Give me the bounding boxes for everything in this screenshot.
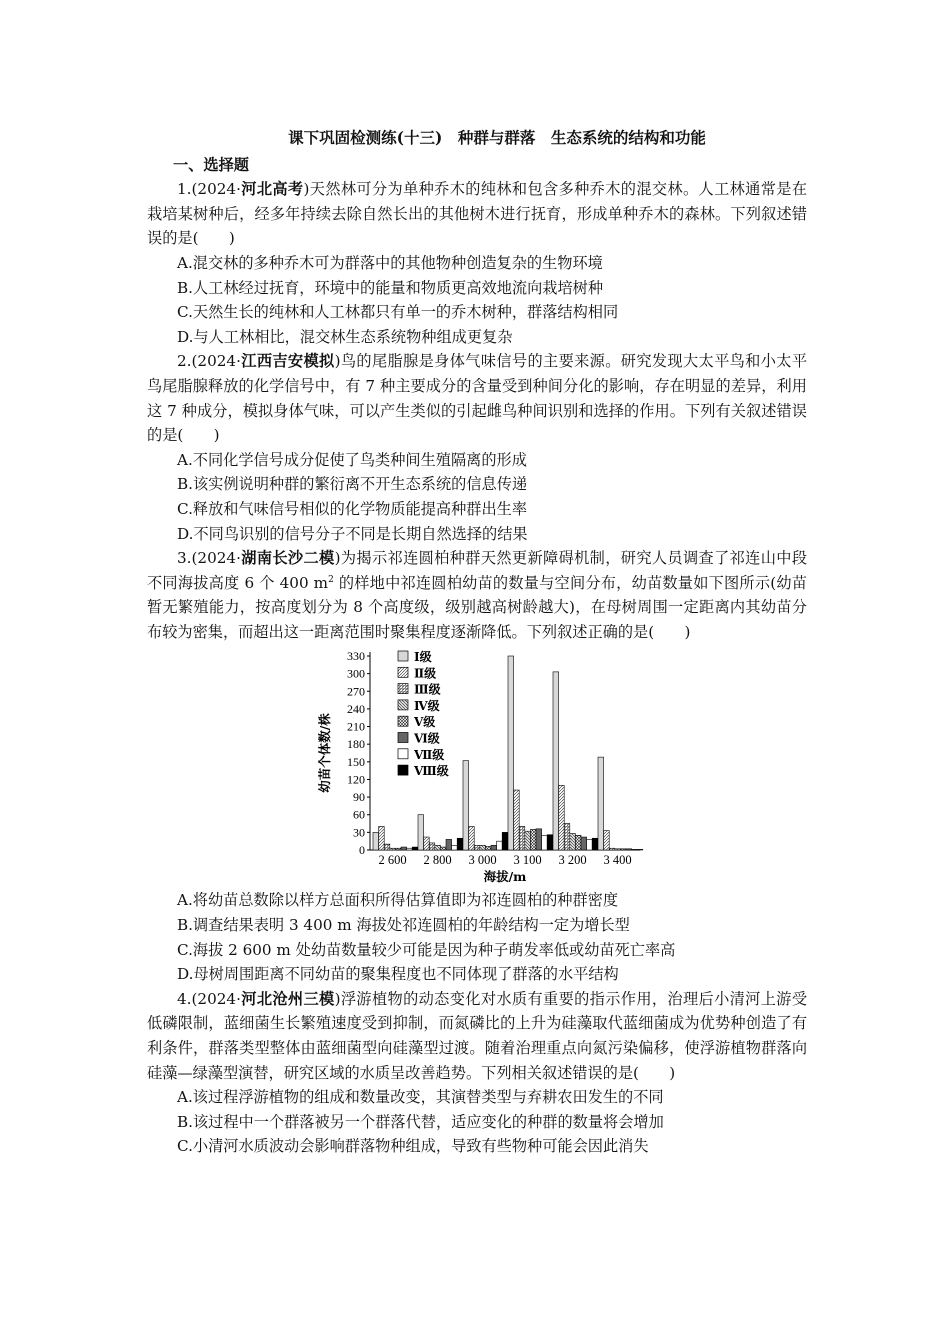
legend-swatch — [398, 749, 408, 759]
option-b: B.人工林经过抚育，环境中的能量和物质更高效地流向栽培树种 — [177, 278, 604, 297]
y-tick-label: 120 — [347, 772, 365, 787]
bar-2-2800 — [424, 838, 430, 851]
bar-4-2600 — [390, 849, 396, 851]
bar-8-3100 — [547, 835, 553, 850]
bar-8-3200 — [592, 839, 598, 851]
legend-label: Ⅴ级 — [414, 715, 436, 730]
bar-8-2600 — [412, 848, 418, 851]
question-1-stem: 1.(2024·河北高考)天然林可分为单种乔木的纯林和包含多种乔木的混交林。人工林通常是在栽培某树种后，经多年持续去除自然长出的其他树木进行抚育，形成单种乔木的森林。下列叙述错误的是( ) — [147, 180, 808, 248]
x-tick-label: 2 600 — [378, 853, 407, 868]
bar-4-3100 — [525, 832, 531, 851]
bar-7-3000 — [497, 842, 503, 851]
question-source: 江西吉安模拟 — [240, 352, 335, 371]
x-tick-label: 3 200 — [558, 853, 587, 868]
y-tick-label: 300 — [347, 667, 365, 682]
question-source: 河北高考 — [240, 180, 304, 199]
bar-1-3000 — [463, 761, 469, 850]
bar-7-3200 — [587, 840, 593, 851]
bar-3-2800 — [429, 843, 435, 850]
bar-5-2800 — [440, 848, 446, 851]
question-3-stem: 3.(2024·湖南长沙二模)为揭示祁连圆柏种群天然更新障碍机制，研究人员调查了祁连山中段不同海拔高度 6 个 400 $m^2$ 的样地中祁连圆柏幼苗的数量与空间分布，幼苗数量如下图所示(幼苗暂无繁殖能力，按高度划分为 8 个高度级，级别越高树龄越大)，在母树周围一定距离内其幼苗分布较为密集，而超出这一距离范围时聚集程度逐渐降低。下列叙述正确的是( ) — [147, 549, 808, 641]
legend-swatch — [398, 700, 408, 710]
bar-1-3200 — [553, 672, 559, 850]
option-b: B.该实例说明种群的繁衍离不开生态系统的信息传递 — [177, 475, 528, 494]
bar-1-3100 — [508, 656, 514, 850]
x-tick-label: 2 800 — [423, 853, 452, 868]
y-tick-label: 270 — [347, 684, 365, 699]
question-source: 湖南长沙二模 — [240, 549, 335, 568]
legend-label: Ⅲ级 — [414, 683, 441, 698]
legend-swatch — [398, 651, 408, 661]
bar-3-3000 — [474, 846, 480, 851]
legend-swatch — [398, 684, 408, 694]
option-b: B.调查结果表明 3 400 m 海拔处祁连圆柏的年龄结构一定为增长型 — [177, 916, 630, 935]
bar-1-3400 — [598, 758, 604, 851]
bar-2-3200 — [559, 786, 565, 851]
option-a: A.将幼苗总数除以样方总面积所得估算值即为祁连圆柏的种群密度 — [177, 891, 619, 910]
bar-5-3000 — [485, 847, 491, 851]
y-axis-label: 幼苗个体数/株 — [317, 713, 332, 794]
option-a: A.不同化学信号成分促使了鸟类种间生殖隔离的形成 — [177, 450, 527, 469]
bar-2-2600 — [379, 827, 385, 851]
bar-4-3200 — [570, 834, 576, 850]
option-d: D.母树周围距离不同幼苗的聚集程度也不同体现了群落的水平结构 — [177, 965, 619, 984]
bar-2-3400 — [604, 831, 610, 850]
legend-label: Ⅱ级 — [414, 666, 437, 681]
bar-5-3200 — [575, 836, 581, 851]
option-a: A.该过程浮游植物的组成和数量改变，其演替类型与弃耕农田发生的不同 — [177, 1088, 664, 1107]
legend-label: Ⅷ级 — [414, 764, 449, 779]
y-tick-label: 30 — [353, 825, 365, 840]
y-tick-label: 150 — [347, 755, 365, 770]
bar-7-3100 — [542, 836, 548, 851]
bar-5-3400 — [620, 849, 626, 850]
bar-6-3400 — [626, 849, 632, 850]
bar-6-2800 — [446, 840, 452, 851]
x-tick-label: 3 000 — [468, 853, 497, 868]
legend-label: Ⅵ级 — [414, 731, 440, 746]
bar-6-2600 — [401, 848, 407, 851]
bar-8-2800 — [457, 839, 463, 851]
bar-4-2800 — [435, 846, 441, 851]
option-c: C.释放和气味信号相似的化学物质能提高种群出生率 — [177, 499, 528, 518]
bar-6-3100 — [536, 829, 542, 850]
bar-7-2600 — [407, 849, 413, 851]
bar-5-2600 — [395, 849, 401, 851]
bar-4-3400 — [615, 849, 621, 850]
bar-4-3000 — [480, 846, 486, 851]
x-tick-label: 3 400 — [603, 853, 632, 868]
question-2-stem: 2.(2024·江西吉安模拟)鸟的尾脂腺是身体气味信号的主要来源。研究发现大太平鸟和小太平鸟尾脂腺释放的化学信号中，有 7 种主要成分的含量受到种间分化的影响，存在明显的差异，利用这 7 种成分，模拟身体气味，可以产生类似的引起雌鸟种间识别和选择的作用。下列有关叙述错误的是( ) — [147, 352, 808, 445]
x-axis-label: 海拔/m — [483, 869, 527, 885]
bar-3-3100 — [519, 827, 525, 851]
option-c: C.天然生长的纯林和人工林都只有单一的乔木树种，群落结构相同 — [177, 303, 619, 322]
legend-swatch — [398, 766, 408, 776]
question-4-stem: 4.(2024·河北沧州三模)浮游植物的动态变化对水质有重要的指示作用，治理后小清河上游受低磷限制，蓝细菌生长繁殖速度受到抑制，而氮磷比的上升为硅藻取代蓝细菌成为优势种创造了有利条件，群落类型整体由蓝细菌型向硅藻型过渡。随着治理重点向氮污染偏移，使浮游植物群落向硅藻—绿藻型演替，研究区域的水质呈改善趋势。下列相关叙述错误的是( ) — [147, 989, 808, 1082]
bar-3-2600 — [384, 845, 390, 851]
option-d: D.与人工林相比，混交林生态系统物种组成更复杂 — [177, 327, 513, 346]
y-tick-label: 210 — [347, 720, 365, 735]
option-b: B.该过程中一个群落被另一个群落代替，适应变化的种群的数量将会增加 — [177, 1112, 664, 1131]
seedling-bar-chart — [315, 646, 645, 884]
legend-swatch — [398, 717, 408, 727]
bar-7-2800 — [452, 846, 458, 851]
chart-container — [147, 646, 807, 884]
question-source: 河北沧州三模 — [240, 989, 335, 1008]
bar-6-3200 — [581, 838, 587, 851]
page-title: 课下巩固检测练(十三) 种群与群落 生态系统的结构和功能 — [288, 128, 706, 147]
option-a: A.混交林的多种乔木可为群落中的其他物种创造复杂的生物环境 — [177, 253, 603, 272]
option-c: C.海拔 2 600 m 处幼苗数量较少可能是因为种子萌发率低或幼苗死亡率高 — [177, 940, 676, 959]
bar-3-3400 — [609, 849, 615, 851]
bar-8-3000 — [502, 833, 508, 851]
y-tick-label: 180 — [347, 737, 365, 752]
legend-label: Ⅰ级 — [414, 650, 432, 665]
option-d: D.不同鸟识别的信号分子不同是长期自然选择的结果 — [177, 524, 528, 543]
legend-label: Ⅶ级 — [414, 748, 445, 763]
y-tick-label: 0 — [359, 843, 365, 858]
legend-swatch — [398, 733, 408, 743]
option-c: C.小清河水质波动会影响群落物种组成，导致有些物种可能会因此消失 — [177, 1137, 649, 1156]
bar-1-2800 — [418, 815, 424, 850]
section-heading: 一、选择题 — [173, 155, 249, 174]
bar-2-3100 — [514, 791, 520, 851]
bar-6-3000 — [491, 846, 497, 851]
legend-label: Ⅳ级 — [414, 699, 440, 714]
bar-3-3200 — [564, 824, 570, 850]
bar-2-3000 — [469, 827, 475, 851]
y-tick-label: 90 — [353, 790, 365, 805]
bar-5-3100 — [530, 830, 536, 851]
legend-swatch — [398, 668, 408, 678]
y-tick-label: 60 — [353, 808, 365, 823]
y-tick-label: 330 — [347, 649, 365, 664]
x-tick-label: 3 100 — [513, 853, 542, 868]
y-tick-label: 240 — [347, 702, 365, 717]
bar-1-2600 — [373, 833, 379, 851]
bar-7-3400 — [632, 850, 638, 851]
document-page — [147, 126, 807, 1159]
bar-8-3400 — [637, 850, 643, 851]
